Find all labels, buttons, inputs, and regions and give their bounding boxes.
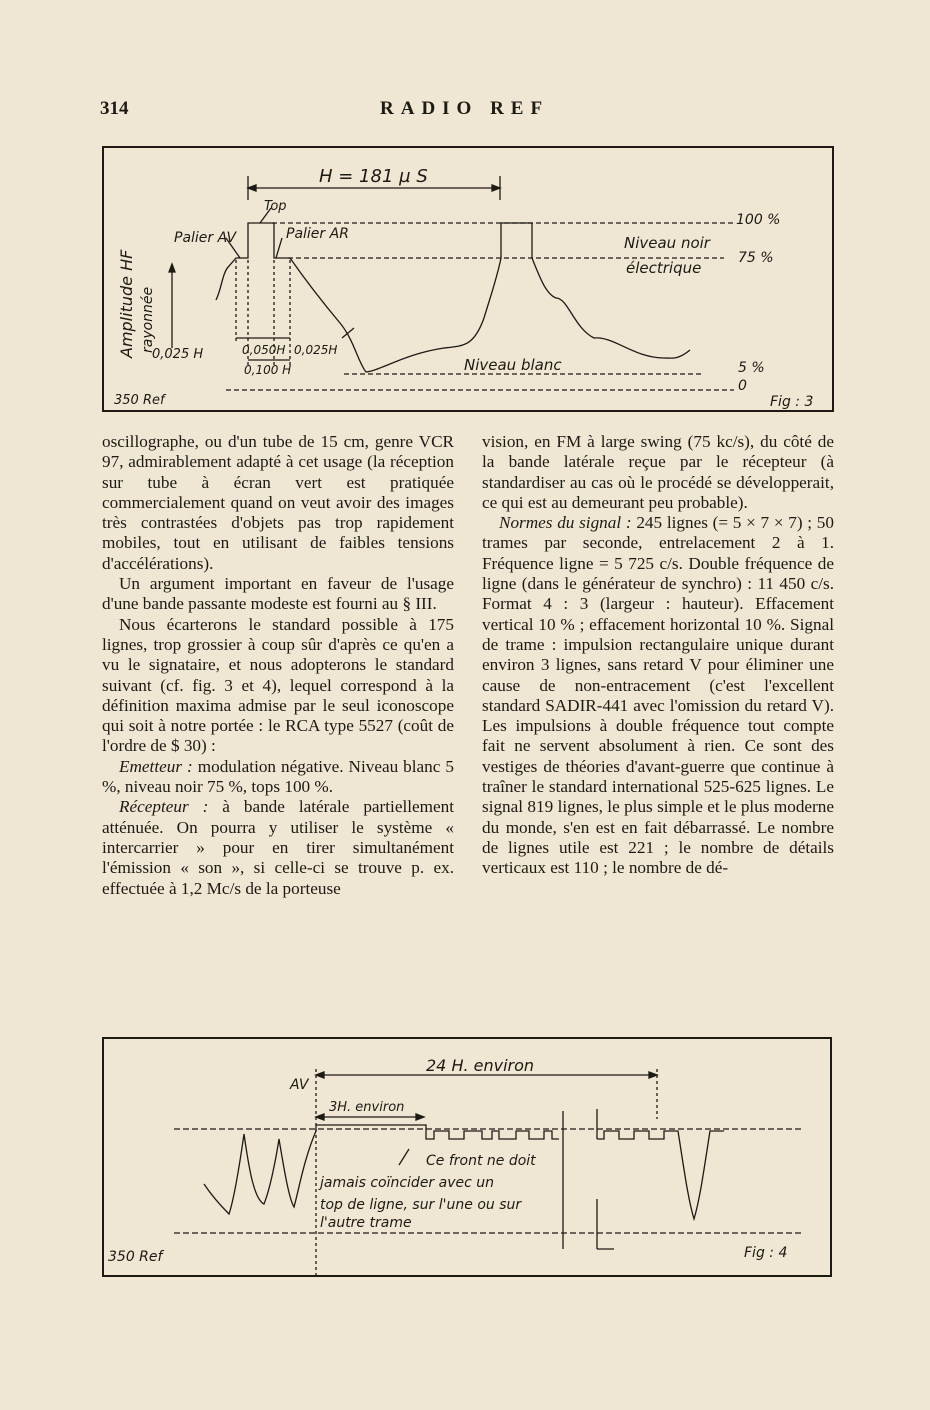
paragraph-text: 245 lignes (= 5 × 7 × 7) ; 50 trames par seconde, entrelacement 2 à 1. Fréquence ligne = 5 725 c/s. Double fréquence de ligne (dans le générateur de synchro) : 11 450 c/s. Format 4 : 3 (largeur : hauteur). Effacement vertical 10 % ; effacement horizontal 10 %. Signal de trame : impulsion rectangulaire unique durant environ 3 lignes, sans retard V pour éliminer une cause de non-entracement (c'est l'excellent standard SADIR-441 avec l'omission du retard V). Les impulsions à double fréquence tout compte fait ne servent absolument à rien. Ce sont des vestiges de théories d'avant-guerre que continue à traîner le standard international 525-625 lignes. Le signal 819 lignes, le plus simple et le plus moderne du monde, s'en est en fait débarrassé. Le nombre de lignes utile est 221 ; le nombre de détails verticaux est 110 ; le nombre de dé- (482, 513, 834, 878)
fig3-y-axis-label: Amplitude HF (117, 249, 136, 358)
page-number: 314 (100, 98, 129, 119)
paragraph (102, 757, 454, 798)
page-header (100, 98, 830, 128)
text-column-left (102, 432, 454, 899)
paragraph-lead: Normes du signal : (499, 513, 632, 533)
fig4-note-2: jamais coïncider avec un (320, 1175, 495, 1191)
running-title: RADIO REF (380, 98, 550, 119)
paragraph-text: Nous écarterons le standard possible à 175 lignes, trop grossier à coup sûr d'après ce qu'en a vu le signataire, et nous adopterons le standard suivant (cf. fig. 3 et 4), lequel correspond à la définition maxima admise par le seul iconoscope qui soit à notre portée : le RCA type 5527 (coût de l'ordre de $ 30) : (102, 614, 454, 756)
fig3-ref: 350 Ref (114, 393, 165, 408)
fig3-pct-75: 75 % (738, 250, 774, 266)
fig3-pct-0: 0 (738, 378, 747, 394)
fig3-top: Top (264, 199, 287, 214)
paragraph (102, 797, 454, 898)
fig3-pct-100: 100 % (736, 212, 781, 228)
figure-3-diagram (104, 148, 832, 410)
paragraph (482, 513, 834, 878)
fig3-niveau-noir: Niveau noir (624, 234, 710, 252)
fig4-note-1: Ce front ne doit (426, 1153, 536, 1169)
fig3-pct-5: 5 % (738, 360, 765, 376)
paragraph (102, 615, 454, 757)
fig3-dim-2: 0,050H (242, 343, 286, 357)
paragraph-text: à bande latérale partiellement atténuée. On pourra y utiliser le système « intercarrier » pour en tirer simultanément l'émission « son », si celle-ci se trouve p. ex. effectuée à 1,2 Mc/s de la porteuse (102, 797, 455, 898)
fig4-top-label: 24 H. environ (426, 1056, 535, 1075)
fig4-ref: 350 Ref (108, 1249, 163, 1265)
figure-4-diagram (104, 1039, 830, 1275)
paragraph (102, 574, 454, 615)
fig3-niveau-blanc: Niveau blanc (464, 356, 562, 374)
figure-3 (102, 146, 834, 412)
fig3-dim-4: 0,100 H (244, 363, 292, 377)
fig4-note-4: l'autre trame (320, 1215, 412, 1231)
fig3-niveau-noir-2: électrique (626, 259, 702, 277)
paragraph-lead: Emetteur : (119, 756, 193, 776)
fig3-palier-ar: Palier AR (286, 226, 349, 242)
fig4-note-3: top de ligne, sur l'une ou sur (320, 1197, 522, 1213)
paragraph (482, 432, 834, 513)
paragraph-text: vision, en FM à large swing (75 kc/s), du côté de la bande latérale reçue par le récepteur (à standardiser au cas où le procédé se développerait, ce qui est au demeurant peu probable). (482, 432, 834, 512)
fig4-av: AV (290, 1077, 309, 1093)
fig3-y-axis-label-2: rayonnée (140, 286, 156, 353)
fig3-dim-3: 0,025H (294, 343, 338, 357)
paragraph-text: modulation négative. Niveau blanc 5 %, niveau noir 75 %, tops 100 %. (102, 756, 454, 797)
fig3-palier-av: Palier AV (174, 230, 237, 246)
fig3-dim-1: 0,025 H (152, 347, 204, 362)
fig3-top-label: H = 181 µ S (319, 166, 428, 187)
paragraph-text: Un argument important en faveur de l'usage d'une bande passante modeste est fourni au § III. (102, 574, 454, 614)
paragraph (102, 432, 454, 574)
fig4-caption: Fig : 4 (744, 1245, 788, 1261)
fig3-caption: Fig : 3 (770, 394, 814, 410)
fig4-three-h: 3H. environ (329, 1100, 405, 1115)
text-column-right (482, 432, 834, 879)
paragraph-text: oscillographe, ou d'un tube de 15 cm, genre VCR 97, admirablement adapté à cet usage (la réception sur tube à écran vert est pratiquée commercialement quand on veut avoir des images très contrastées d'objets pas trop rapidement mobiles, tout en utilisant de faibles tensions d'accélérations). (102, 432, 454, 573)
figure-4 (102, 1037, 832, 1277)
paragraph-lead: Récepteur : (119, 797, 209, 817)
